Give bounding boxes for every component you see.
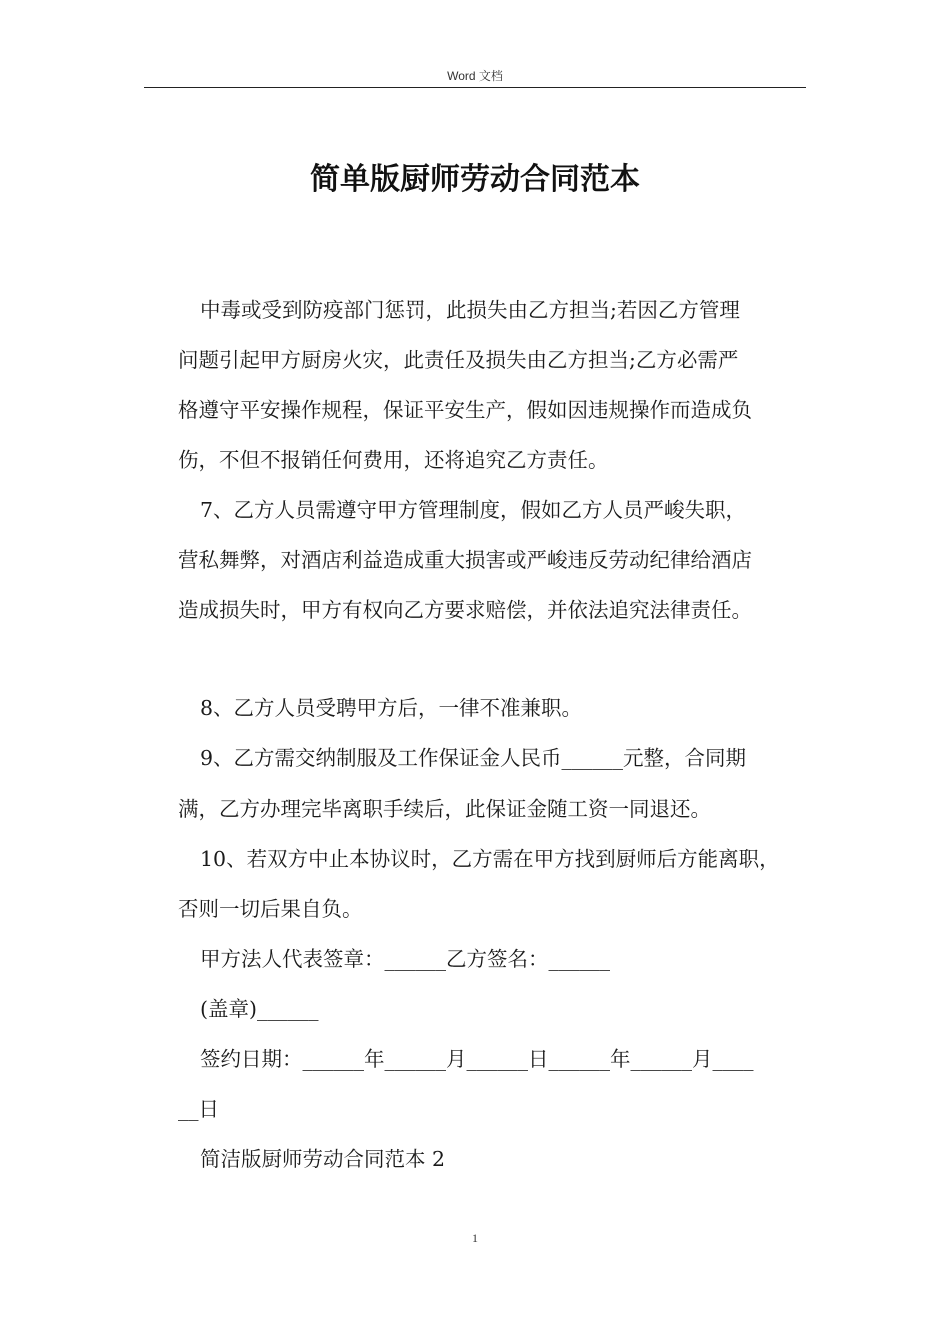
body-line: 伤，不但不报销任何费用，还将追究乙方责任。	[178, 448, 609, 472]
body-line: 中毒或受到防疫部门惩罚，此损失由乙方担当;若因乙方管理	[200, 298, 740, 322]
signing-date-line: 签约日期：______年______月______日______年______月____	[200, 1047, 754, 1071]
body-line: 格遵守平安操作规程，保证平安生产，假如因违规操作而造成负	[178, 398, 752, 422]
seal-line: (盖章)______	[200, 997, 319, 1021]
header-divider	[144, 87, 806, 88]
signing-date-line-cont: __日	[178, 1097, 219, 1121]
body-line: 7、乙方人员需遵守甲方管理制度，假如乙方人员严峻失职，	[200, 498, 747, 522]
signature-line: 甲方法人代表签章：______乙方签名：______	[200, 947, 610, 971]
body-line: 8、乙方人员受聘甲方后，一律不准兼职。	[200, 696, 583, 720]
body-line: 营私舞弊，对酒店利益造成重大损害或严峻违反劳动纪律给酒店	[178, 548, 752, 572]
body-line: 9、乙方需交纳制服及工作保证金人民币______元整，合同期	[200, 746, 747, 770]
body-line: 满，乙方办理完毕离职手续后，此保证金随工资一同退还。	[178, 797, 711, 821]
document-header: Word 文档	[447, 69, 503, 83]
body-line: 否则一切后果自负。	[178, 897, 363, 921]
next-section-heading: 简洁版厨师劳动合同范本 2	[200, 1147, 446, 1171]
body-line: 10、若双方中止本协议时，乙方需在甲方找到厨师后方能离职，	[200, 847, 780, 871]
body-line: 造成损失时，甲方有权向乙方要求赔偿，并依法追究法律责任。	[178, 598, 752, 622]
page-title: 简单版厨师劳动合同范本	[310, 162, 640, 197]
body-line: 问题引起甲方厨房火灾，此责任及损失由乙方担当;乙方必需严	[178, 348, 739, 372]
page-number: 1	[472, 1231, 478, 1245]
